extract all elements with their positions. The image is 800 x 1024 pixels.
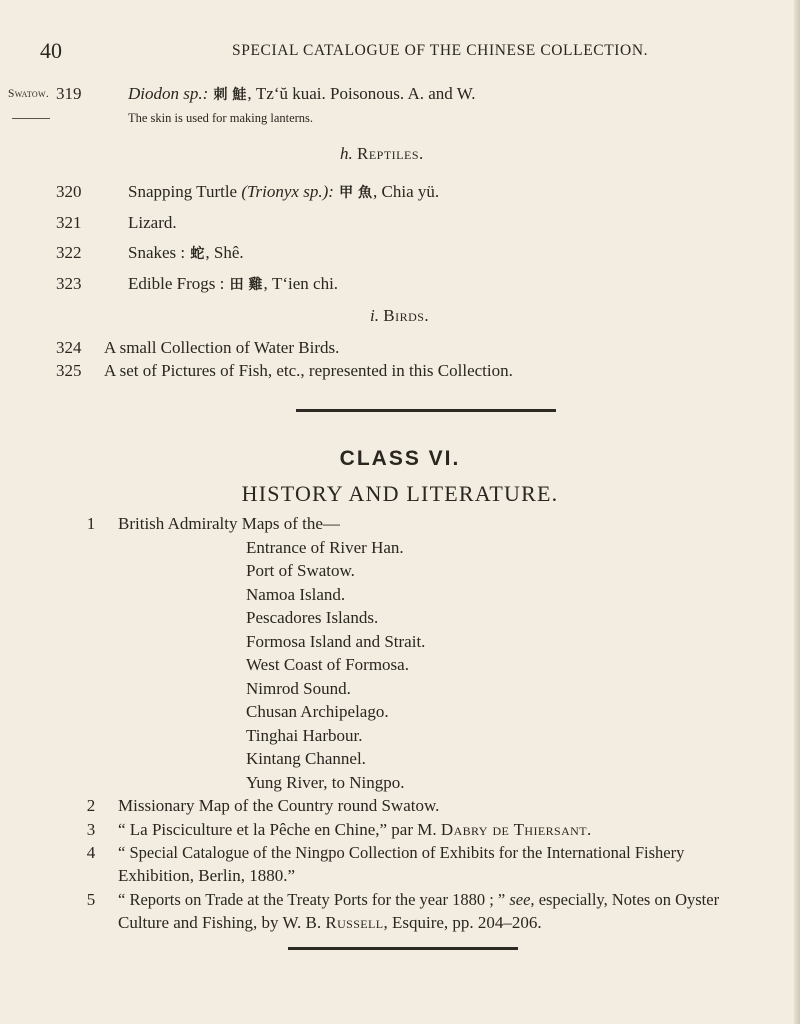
entry-text: “ Reports on Trade at the Treaty Ports for the year 1880 ; ” [118, 890, 510, 909]
entry-number: 319 [56, 84, 82, 103]
running-title: SPECIAL CATALOGUE OF THE CHINESE COLLECTION. [232, 42, 649, 59]
map-list-item: Pescadores Islands. [246, 608, 379, 627]
author-name: Russell [325, 913, 384, 932]
class-subtitle: HISTORY AND LITERATURE. [241, 481, 559, 506]
map-list-item: Chusan Archipelago. [246, 702, 389, 721]
class-item-5 [78, 890, 719, 910]
entry-text: Edible Frogs : [128, 274, 229, 293]
entry-italic: see, [509, 890, 535, 909]
class-title: CLASS VI. [339, 447, 461, 470]
entry-number: 5 [86, 890, 96, 909]
map-list-item: Kintang Channel. [246, 749, 366, 768]
page-number: 40 [40, 38, 62, 63]
section-heading-birds [370, 306, 429, 326]
section-heading-reptiles [340, 144, 424, 164]
entry-text: , T‘ien chi. [263, 274, 339, 293]
entry-number: 2 [86, 796, 96, 815]
section-divider-rule [296, 409, 556, 412]
map-list-item: Tinghai Harbour. [246, 726, 363, 745]
map-list-item: Nimrod Sound. [246, 679, 351, 698]
entry-text: , Esquire, pp. 204–206. [383, 913, 542, 932]
entry-number: 321 [56, 213, 82, 232]
species-name: Diodon sp.: [128, 84, 209, 103]
entry-number: 320 [56, 182, 82, 201]
catalogue-entry-319 [56, 84, 476, 104]
entry-text: Snakes : [128, 243, 190, 262]
entry-text: “ Special Catalogue of the Ningpo Collection of Exhibits for the International Fishery [118, 843, 685, 862]
sidenote-rule [12, 118, 50, 119]
author-name: Dabry de Thiersant. [440, 820, 592, 839]
entry-note: The skin is used for making lanterns. [128, 111, 314, 125]
entry-text: “ La Pisciculture et la Pêche en Chine,” par M. [118, 820, 441, 839]
entry-text: , Tz‘ŭ kuai. Poisonous. A. and W. [247, 84, 476, 103]
entry-text: A set of Pictures of Fish, etc., represented in this Collection. [104, 361, 513, 380]
entry-text: Culture and Fishing, by W. B. [118, 913, 326, 932]
entry-number: 1 [86, 514, 96, 533]
chinese-characters: 田 雞 [229, 277, 263, 293]
entry-text: A small Collection of Water Birds. [104, 338, 340, 357]
map-list-item: Formosa Island and Strait. [246, 632, 426, 651]
entry-number: 324 [56, 338, 82, 357]
entry-continuation: Exhibition, Berlin, 1880.” [118, 866, 296, 885]
catalogue-entry-324 [56, 338, 339, 358]
page-edge [794, 0, 800, 1024]
catalogue-entry-321 [56, 213, 177, 233]
margin-sidenote: Swatow. [8, 88, 49, 100]
section-letter: h. [340, 144, 353, 163]
chinese-characters: 刺 鮭 [213, 87, 247, 103]
map-list-item: Port of Swatow. [246, 561, 355, 580]
species-name: (Trionyx sp.): [241, 182, 334, 201]
map-list-item: Entrance of River Han. [246, 538, 404, 557]
chinese-characters: 甲 魚 [339, 185, 373, 201]
catalogue-entry-322 [56, 243, 244, 263]
entry-number: 323 [56, 274, 82, 293]
entry-text: Lizard. [128, 213, 177, 232]
catalogue-entry-325 [56, 361, 513, 381]
entry-number: 3 [86, 820, 96, 839]
map-list-item: Namoa Island. [246, 585, 346, 604]
class-item-2 [78, 796, 439, 816]
class-item-3 [78, 820, 592, 840]
entry-text: especially, Notes on Oyster [534, 890, 720, 909]
entry-continuation [118, 913, 542, 933]
entry-text: Missionary Map of the Country round Swatow. [118, 796, 440, 815]
entry-number: 322 [56, 243, 82, 262]
catalogue-entry-323 [56, 274, 338, 294]
catalogue-entry-320 [56, 182, 439, 202]
entry-number: 325 [56, 361, 82, 380]
entry-text: , Shê. [205, 243, 244, 262]
section-title: Birds. [383, 306, 430, 325]
entry-text: , Chia yü. [373, 182, 440, 201]
map-list-item: West Coast of Formosa. [246, 655, 409, 674]
class-item-1 [78, 514, 340, 534]
end-rule [288, 947, 518, 950]
class-item-4 [78, 843, 684, 863]
chinese-characters: 蛇 [190, 246, 205, 262]
entry-text: Snapping Turtle [128, 182, 242, 201]
entry-text: British Admiralty Maps of the— [118, 514, 340, 533]
map-list-item: Yung River, to Ningpo. [246, 773, 405, 792]
section-title: Reptiles. [357, 144, 424, 163]
section-letter: i. [370, 306, 379, 325]
entry-number: 4 [86, 843, 96, 862]
